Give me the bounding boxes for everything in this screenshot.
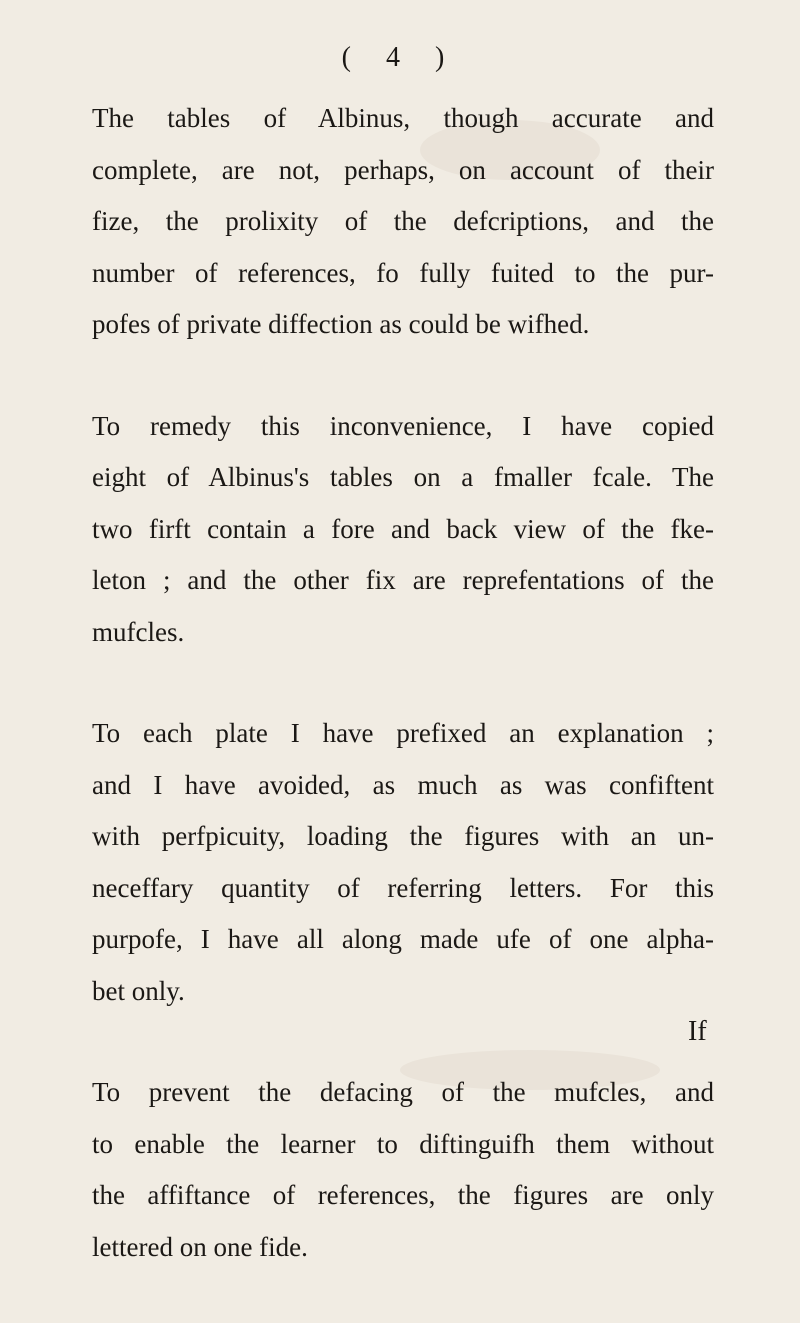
text-line: number of references, fo fully fuited to the pur- xyxy=(92,257,714,288)
text-line: eight of Albinus's tables on a fmaller fcale. The xyxy=(92,462,714,492)
paragraph xyxy=(92,93,714,351)
text-line: neceffary quantity of referring letters. For this xyxy=(92,872,714,903)
text-line: leton ; and the other fix are reprefentations of the xyxy=(92,565,714,595)
text-line: purpofe, I have all along made ufe of one alpha- xyxy=(92,924,714,954)
text-line: bet only. xyxy=(92,975,185,1006)
text-line: mufcles. xyxy=(92,616,185,647)
text-line: to enable the learner to diftinguifh them without xyxy=(92,1128,714,1159)
paragraph xyxy=(92,708,714,1017)
text-line: and I have avoided, as much as was confiftent xyxy=(92,769,714,800)
text-line: To each plate I have prefixed an explanation ; xyxy=(92,718,714,748)
text-line: To remedy this inconvenience, I have copied xyxy=(92,410,714,441)
text-line: the affiftance of references, the figures are only xyxy=(92,1180,714,1210)
text-line: pofes of private diffection as could be wifhed. xyxy=(92,309,590,339)
catchword: If xyxy=(688,1016,707,1047)
text-line: fize, the prolixity of the defcriptions, and the xyxy=(92,206,714,236)
text-line: The tables of Albinus, though accurate and xyxy=(92,103,714,133)
page-number: ( 4 ) xyxy=(341,42,459,73)
paragraph xyxy=(92,401,714,659)
text-line: lettered on one fide. xyxy=(92,1231,308,1262)
paragraph xyxy=(92,1067,714,1273)
text-line: complete, are not, perhaps, on account of their xyxy=(92,154,714,185)
text-line: with perfpicuity, loading the figures with an un- xyxy=(92,821,714,851)
body-text xyxy=(92,93,714,1323)
text-line: two firft contain a fore and back view of the fke- xyxy=(92,513,714,544)
text-line: To prevent the defacing of the mufcles, and xyxy=(92,1077,714,1107)
